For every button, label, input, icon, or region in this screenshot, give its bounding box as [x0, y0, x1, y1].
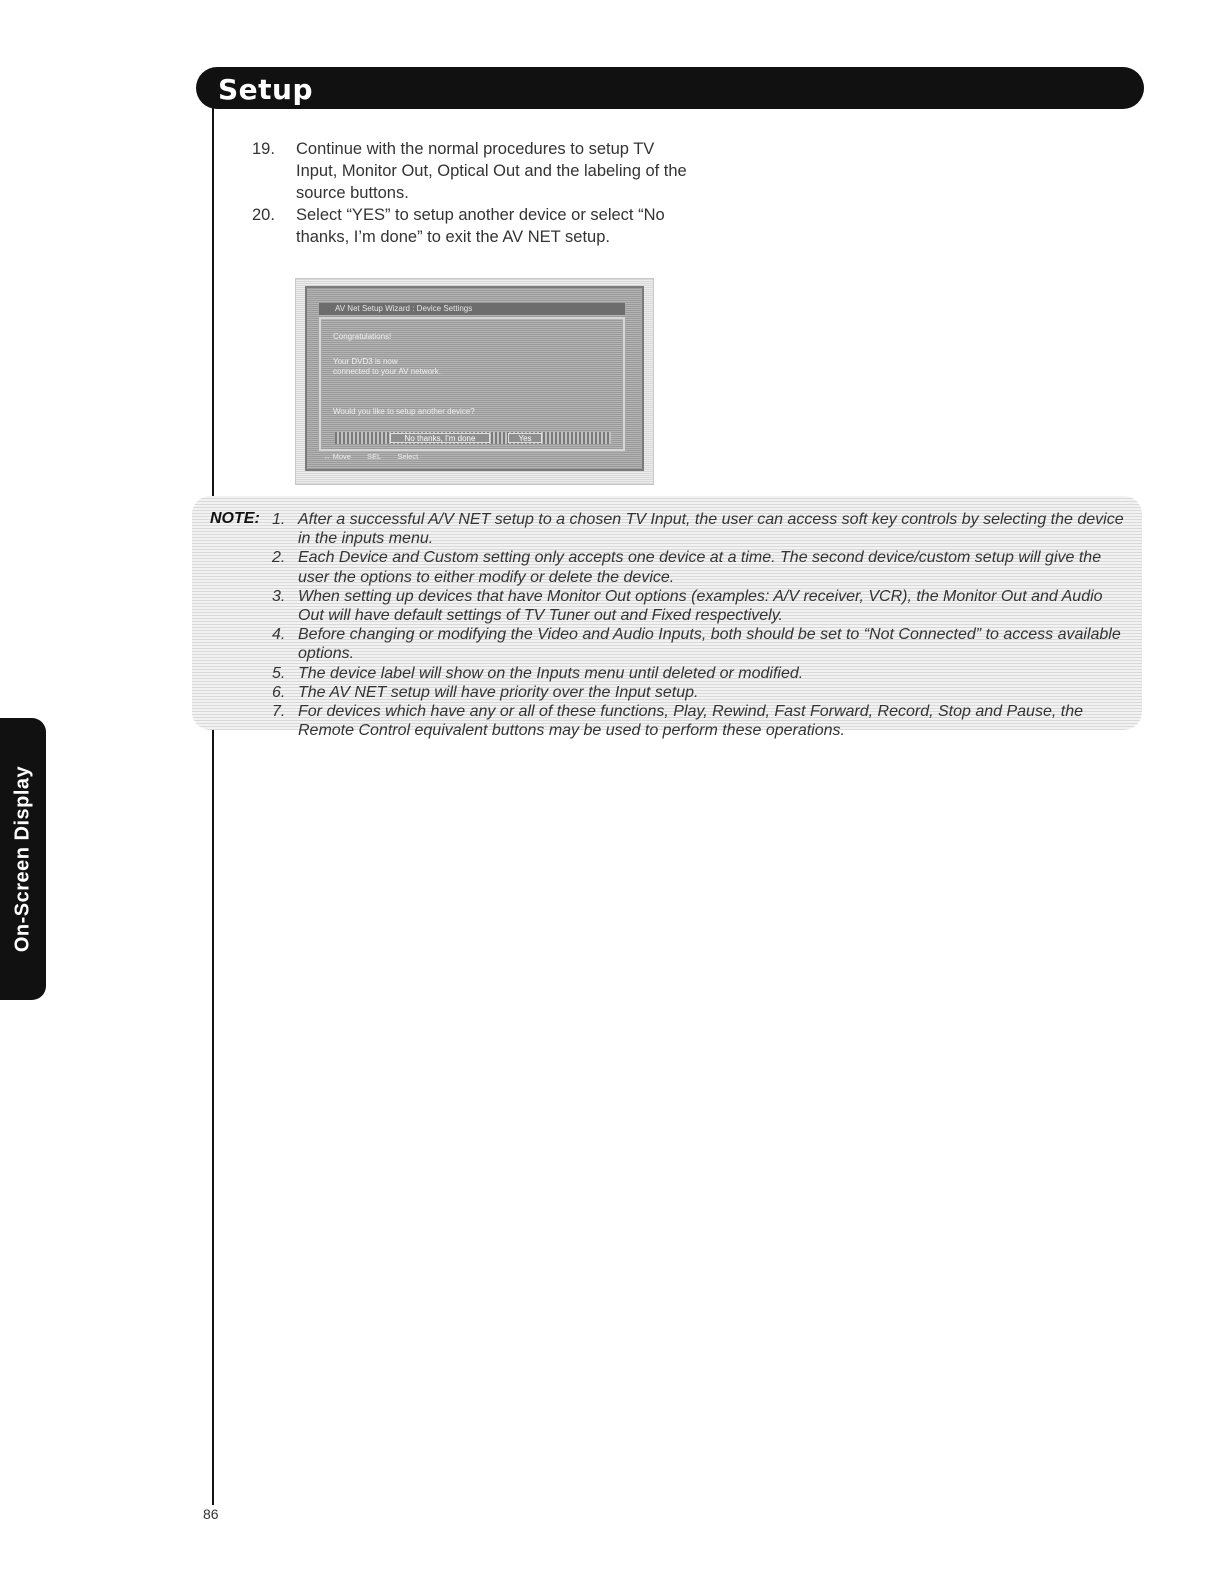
side-tab-label: On-Screen Display: [11, 765, 34, 953]
move-hint: ↔ Move: [323, 452, 351, 461]
note-item: [272, 510, 1132, 548]
step-item: [252, 204, 692, 248]
step-list: [252, 138, 692, 248]
note-list: [272, 510, 1132, 740]
sel-key-icon: SEL: [367, 452, 382, 461]
note-text: For devices which have any or all of these functions, Play, Rewind, Fast Forward, Record, Stop and Pause, the Remote Control equivalent buttons may be used to perform these operations.: [298, 703, 1083, 740]
note-text: Each Device and Custom setting only accepts one device at a time. The second device/custom setup will give the user the options to either modify or delete the device.: [298, 549, 1102, 586]
note-item: [272, 683, 1132, 702]
note-text: Before changing or modifying the Video and Audio Inputs, both should be set to “Not Connected” to access available options.: [298, 626, 1121, 663]
note-label: NOTE:: [210, 510, 260, 527]
section-title: Setup: [218, 73, 314, 106]
note-text: After a successful A/V NET setup to a chosen TV Input, the user can access soft key controls by selecting the device in the inputs menu.: [298, 511, 1124, 548]
page-number: 86: [203, 1506, 219, 1522]
note-text: The AV NET setup will have priority over the Input setup.: [298, 683, 699, 701]
note-number: 1.: [272, 511, 286, 528]
note-item: [272, 587, 1132, 625]
screen-line2: connected to your AV network.: [333, 367, 441, 376]
screen-line1: Your DVD3 is now: [333, 357, 398, 366]
step-number: 20.: [252, 206, 275, 224]
note-number: 6.: [272, 683, 286, 701]
screen-footer: [323, 452, 623, 462]
note-number: 4.: [272, 626, 286, 644]
step-text: Select “YES” to setup another device or select “No thanks, I’m done” to exit the AV NET setup.: [296, 206, 665, 246]
step-text: Continue with the normal procedures to setup TV Input, Monitor Out, Optical Out and the labeling of the source buttons.: [296, 140, 687, 202]
note-number: 3.: [272, 587, 286, 605]
note-item: [272, 664, 1132, 683]
step-item: [252, 138, 692, 204]
step-number: 19.: [252, 140, 275, 158]
note-text: When setting up devices that have Monitor Out options (examples: A/V receiver, VCR), the Monitor Out and Audio Out will have default settings of TV Tuner out and Fixed respectively.: [298, 587, 1103, 625]
margin-rule: [212, 105, 214, 1505]
note-item: [272, 548, 1132, 586]
screen-question: Would you like to setup another device?: [333, 407, 475, 416]
no-thanks-button[interactable]: No thanks, I'm done: [390, 433, 490, 443]
select-hint: Select: [397, 452, 419, 461]
note-item: [272, 625, 1132, 663]
note-number: 2.: [272, 549, 286, 567]
note-number: 5.: [272, 664, 286, 682]
screen-congrats: Congratulations!: [333, 332, 392, 341]
section-header-bar: [196, 67, 1144, 109]
note-text: The device label will show on the Inputs menu until deleted or modified.: [298, 664, 804, 682]
note-item: [272, 702, 1132, 740]
yes-button[interactable]: Yes: [508, 433, 542, 443]
note-number: 7.: [272, 703, 286, 721]
screen-title: AV Net Setup Wizard : Device Settings: [319, 303, 625, 315]
